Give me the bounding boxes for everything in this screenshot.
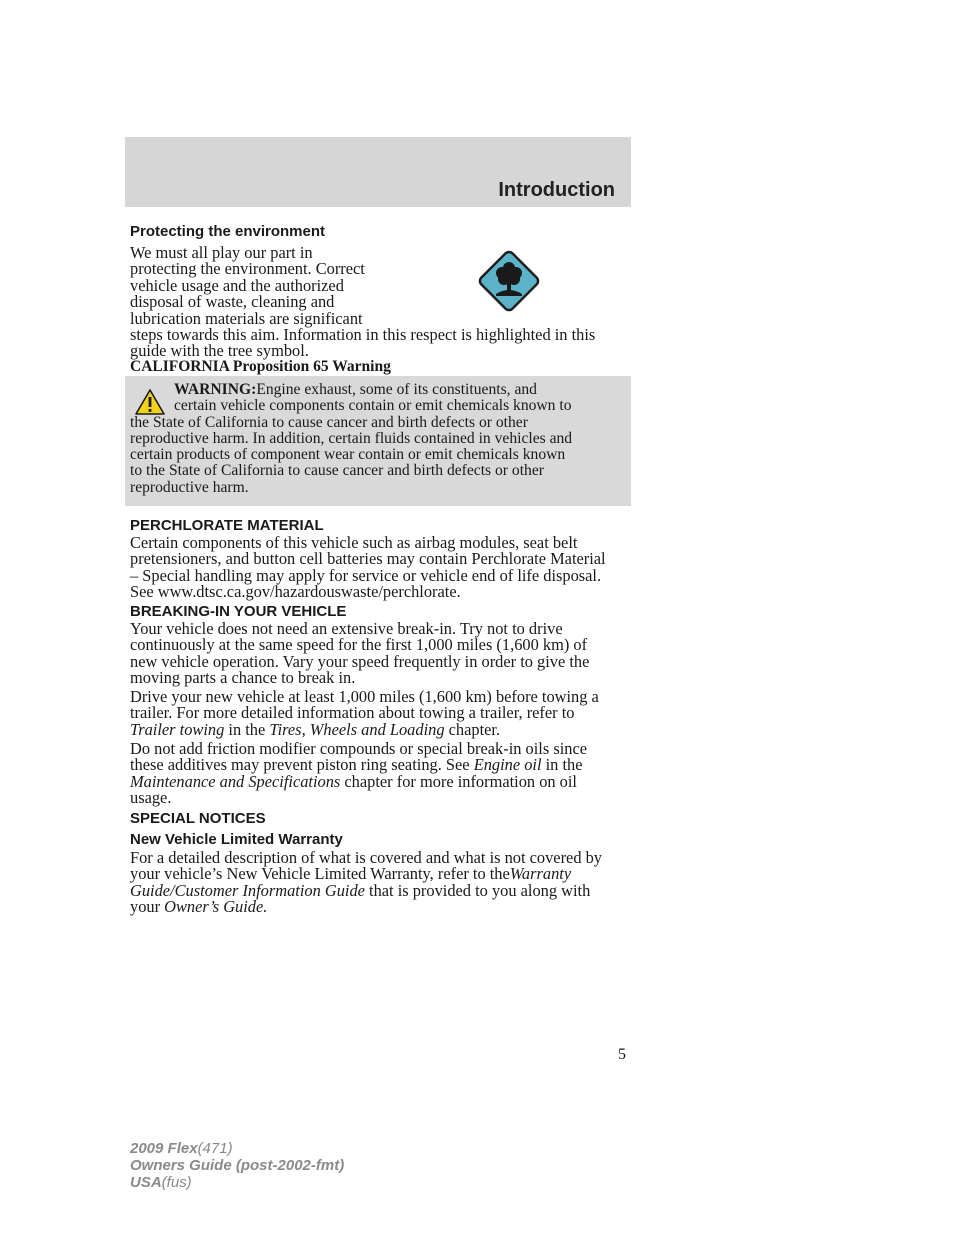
text-line: Drive your new vehicle at least 1,000 miles (1,600 km) before towing a [130,687,599,706]
text-line: continuously at the same speed for the first 1,000 miles (1,600 km) of [130,635,588,655]
warranty-paragraph [130,850,630,916]
engine-oil-reference: Engine oil [473,755,542,775]
footer-model: 2009 Flex [130,1140,198,1157]
perchlorate-heading: PERCHLORATE MATERIAL [130,517,324,534]
maintenance-chapter-reference: Maintenance and Specifications [130,771,341,791]
text-line: usage. [130,788,172,808]
text-line: For a detailed description of what is covered and what is not covered by [130,848,602,867]
text-fragment: chapter for more information on oil [344,771,577,791]
perchlorate-paragraph [130,535,630,601]
warning-first-line [130,382,625,398]
text-line: protecting the environment. Correct [130,259,365,279]
footer-code: (471) [197,1140,233,1157]
warranty-subheading: New Vehicle Limited Warranty [130,831,343,848]
tree-symbol-icon [474,246,544,316]
page-section-title: Introduction [498,179,615,201]
text-fragment: in the [545,755,583,775]
footer-line-3 [130,1174,344,1191]
document-footer [130,1140,344,1191]
text-fragment: your [130,897,161,917]
text-line: See www.dtsc.ca.gov/hazardouswaste/perchlorate. [130,582,461,602]
warranty-guide-reference: Warranty [509,864,572,884]
text-line [130,899,630,915]
text-fragment: chapter. [448,719,501,739]
text-line: – Special handling may apply for service or vehicle end of life disposal. [130,565,602,585]
footer-line-1 [130,1140,344,1157]
warranty-guide-reference-cont: Guide/Customer Information Guide [130,880,365,900]
text-line: lubrication materials are significant [130,308,363,328]
text-line: reproductive harm. In addition, certain fluids contained in vehicles and [130,429,573,447]
header-band [125,137,631,207]
environment-heading: Protecting the environment [130,223,326,240]
environment-paragraph-rest [130,327,630,360]
footer-guide-name: Owners Guide (post-2002-fmt) [130,1157,345,1174]
breakin-paragraph-3 [130,741,630,807]
footer-region-code: (fus) [161,1174,192,1191]
text-line [130,771,630,791]
warning-label: WARNING: [174,381,257,398]
text-line: certain vehicle components contain or emit chemicals known to [174,397,572,415]
footer-line-2 [130,1157,344,1174]
text-line [130,719,630,739]
text-line: guide with the tree symbol. [130,341,309,361]
text-line: trailer. For more detailed information about towing a trailer, refer to [130,703,575,723]
breakin-paragraph-2 [130,689,630,738]
text-line: disposal of waste, cleaning and [130,292,335,312]
text-fragment: your vehicle’s New Vehicle Limited Warranty, refer to the [130,864,510,884]
breakin-paragraph-1 [130,621,630,687]
breakin-heading: BREAKING-IN YOUR VEHICLE [130,603,347,620]
footer-region: USA [130,1174,162,1191]
text-line: reproductive harm. [130,478,249,496]
page-number: 5 [618,1046,626,1063]
text-line: pretensioners, and button cell batteries may contain Perchlorate Material [130,549,606,569]
text-line: certain products of component wear contain or emit chemicals known [130,446,566,464]
text-line: Your vehicle does not need an extensive break-in. Try not to drive [130,619,563,638]
warning-text [130,382,625,496]
text-fragment: that is provided to you along with [369,880,591,900]
text-fragment: in the [228,719,266,739]
text-line: to the State of California to cause cancer and birth defects or other [130,462,544,480]
text-line: Certain components of this vehicle such as airbag modules, seat belt [130,533,578,552]
text-line: Engine exhaust, some of its constituents, and [256,381,537,398]
text-line: Do not add friction modifier compounds or special break-in oils since [130,739,588,758]
tires-chapter-reference: Tires, Wheels and Loading [269,719,445,739]
trailer-towing-reference: Trailer towing [130,719,225,739]
special-notices-heading: SPECIAL NOTICES [130,810,266,827]
california-heading: CALIFORNIA Proposition 65 Warning [130,358,391,375]
text-line: new vehicle operation. Vary your speed frequently in order to give the [130,651,590,671]
environment-paragraph-top [130,245,390,327]
text-line: vehicle usage and the authorized [130,275,344,295]
text-fragment: these additives may prevent piston ring seating. See [130,755,470,775]
text-line: We must all play our part in [130,243,313,262]
text-line: the State of California to cause cancer and birth defects or other [130,413,528,431]
warning-box [125,376,631,506]
text-line: steps towards this aim. Information in this respect is highlighted in this [130,325,596,344]
owners-guide-reference: Owner’s Guide. [164,897,268,917]
text-line: moving parts a chance to break in. [130,668,356,688]
